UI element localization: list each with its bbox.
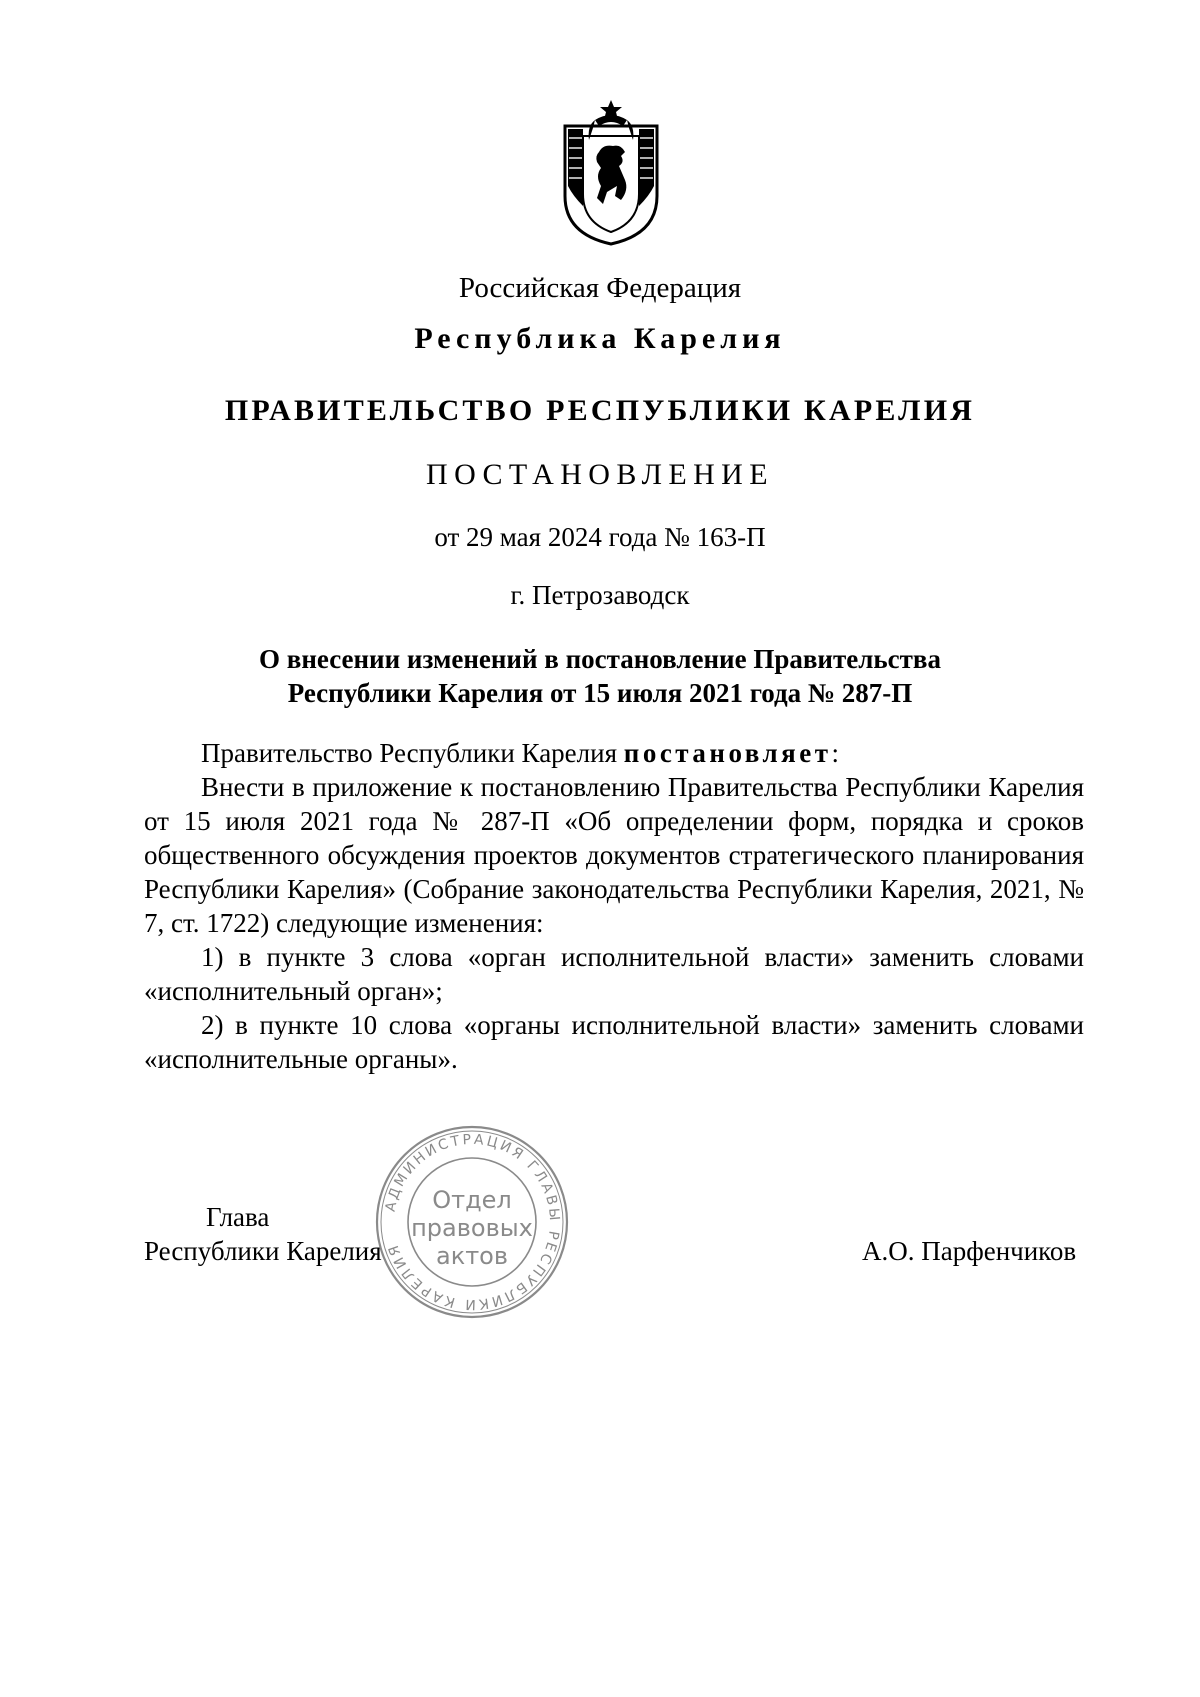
stamp-line-3: актов [435,1242,509,1270]
official-stamp [374,1124,570,1320]
signatory-name: А.О. Парфенчиков [862,1236,1077,1266]
karelia-coat-of-arms-icon [559,96,663,246]
republic-name: Республика Карелия [414,322,786,355]
document-body [144,736,1084,1076]
stamp-ring-path: АДМИНИСТРАЦИЯ ГЛАВЫ РЕСПУБЛИКИ КАРЕЛИЯ [382,1131,563,1313]
position-line-1: Глава [206,1202,270,1232]
list-item: 2) в пункте 10 слова «органы исполнительной власти» заменить словами «исполнительные органы». [144,1010,1084,1074]
document-type: ПОСТАНОВЛЕНИЕ [426,458,774,491]
position-line-2: Республики Карелия [144,1236,382,1266]
main-paragraph: Внести в приложение к постановлению Правительства Республики Карелия от 15 июля 2021 года № 287-П «Об определении форм, порядка и сроков общественного обсуждения проектов документов стратегического планирования Республики Карелия» (Собрание законодательства Республики Карелия, 2021, № 7, ст. 1722) следующие изменения: [144,772,1084,938]
government-name: ПРАВИТЕЛЬСТВО РЕСПУБЛИКИ КАРЕЛИЯ [224,394,976,427]
intro-prefix: Правительство Республики Карелия [201,738,624,768]
country-name: Российская Федерация [458,272,742,304]
stamp-line-1: Отдел [432,1186,512,1214]
intro-suffix: : [831,738,840,768]
signature-position [144,1200,382,1268]
document-city: г. Петрозаводск [510,580,690,610]
stamp-line-2: правовых [411,1214,533,1242]
document-date-number: от 29 мая 2024 года № 163-П [434,522,766,552]
intro-decree-word: постановляет [623,738,832,768]
title-line-1: О внесении изменений в постановление Правительства [259,644,941,674]
title-line-2: Республики Карелия от 15 июля 2021 года № 287-П [287,678,913,708]
list-item: 1) в пункте 3 слова «орган исполнительной власти» заменить словами «исполнительный орган»; [144,942,1084,1006]
document-title [0,642,1200,710]
intro-paragraph [144,736,1084,770]
